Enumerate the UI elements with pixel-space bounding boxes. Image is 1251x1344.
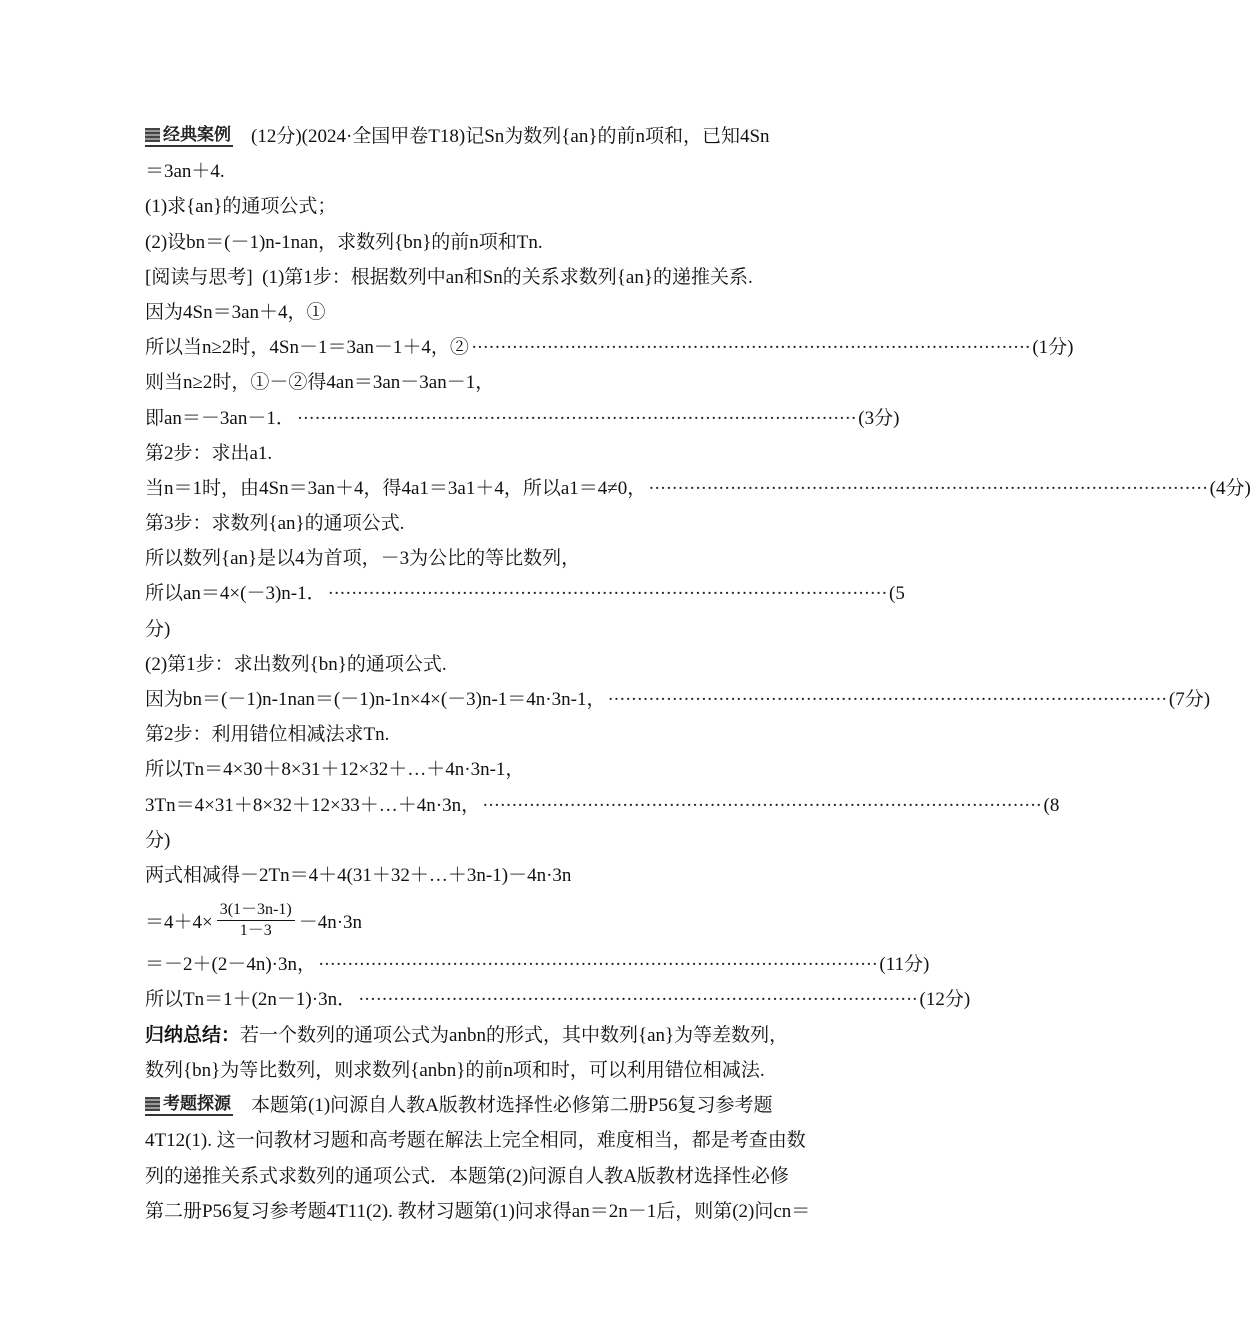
summary-line-2: 数列{bn}为等比数列，则求数列{anbn}的前n项和时，可以利用错位相减法. — [145, 1059, 765, 1081]
summary-line: 归纳总结：若一个数列的通项公式为anbn的形式，其中数列{an}为等差数列， — [145, 1024, 789, 1046]
leader-dots: ································································································ — [607, 689, 1167, 710]
summary-label: 归纳总结： — [145, 1024, 241, 1046]
score: (7分) — [1168, 689, 1211, 710]
step-line: 则当n≥2时，①－②得4an＝3an－3an－1， — [145, 372, 495, 394]
case-label: 经典案例 — [145, 125, 233, 147]
case-line-2: ＝3an＋4. — [145, 161, 225, 183]
step-line: 第2步：求出a1. — [145, 442, 273, 464]
leader-dots: ································································································ — [327, 583, 888, 605]
score: (12分) — [919, 989, 971, 1011]
score: (5 — [889, 583, 905, 605]
reading-line — [145, 260, 810, 295]
label-block-icon — [145, 1097, 160, 1111]
fraction — [217, 900, 295, 941]
leader-dots: ································································································ — [296, 407, 857, 429]
leader-dots: ································································································ — [470, 337, 1031, 359]
leader-dots: ································································································ — [358, 989, 918, 1011]
source-line: 考题探源 本题第(1)问源自人教A版教材选择性必修第二册P56复习参考题 — [145, 1088, 810, 1124]
case-header-line — [145, 119, 810, 154]
step-line: 因为4Sn＝3an＋4，① — [145, 301, 326, 323]
case-text: (12分)(2024·全国甲卷T18)记Sn为数列{an}的前n项和，已知4Sn — [251, 126, 770, 147]
score: (11分) — [879, 954, 930, 976]
step-line: 第2步：利用错位相减法求Tn. — [145, 724, 390, 746]
step-line: 两式相减得－2Tn＝4＋4(31＋32＋…＋3n-1)－4n·3n — [145, 864, 572, 886]
source-paragraph — [145, 1088, 810, 1230]
reading-label: [阅读与思考] — [145, 266, 253, 288]
step-line: 所以数列{an}是以4为首项，－3为公比的等比数列， — [145, 548, 581, 570]
score: (8 — [1043, 794, 1060, 816]
score: (3分) — [858, 407, 900, 429]
source-line: 列的递推关系式求数列的通项公式．本题第(2)问源自人教A版教材选择性必修 — [145, 1165, 789, 1187]
score: (4分) — [1209, 477, 1251, 499]
step-line-scored: 即an＝－3an－1． ································································································ (3分) — [145, 401, 810, 436]
step-line-scored: ＝－2＋(2－4n)·3n， ································································································ (11分) — [145, 947, 810, 982]
leader-dots: ································································································ — [482, 794, 1042, 816]
step-line: (2)第1步：求出数列{bn}的通项公式. — [145, 653, 447, 675]
fraction-line: ＝4＋4× $\frac{3(1-3n-1)}{1-3}$ －4n·3n — [145, 900, 363, 939]
step-line-scored: 所以当n≥2时，4Sn－1＝3an－1＋4，② ································································································ (1分) — [145, 330, 810, 365]
question-1: (1)求{an}的通项公式； — [145, 196, 337, 218]
label-block-icon — [145, 128, 160, 142]
source-label: 考题探源 — [145, 1094, 233, 1116]
leader-dots: ································································································ — [648, 477, 1208, 499]
step-line-scored: 所以Tn＝1＋(2n－1)·3n． ································································································ (12分) — [145, 982, 810, 1017]
step-line-scored: 3Tn＝4×31＋8×32＋12×33＋…＋4n·3n， ································································································ (8 — [145, 788, 810, 823]
leader-dots: ································································································ — [317, 954, 878, 976]
source-line: 第二册P56复习参考题4T11(2). 教材习题第(1)问求得an＝2n－1后，则第(2)问cn＝ — [145, 1201, 811, 1223]
score-wrap: 分) — [145, 618, 171, 640]
step-line: 所以Tn＝4×30＋8×31＋12×32＋…＋4n·3n-1， — [145, 759, 525, 781]
fraction-numerator: 3(1－3n-1) — [217, 900, 295, 921]
reading-text: (1)第1步：根据数列中an和Sn的关系求数列{an}的递推关系. — [262, 266, 753, 288]
source-line: 4T12(1). 这一问教材习题和高考题在解法上完全相同，难度相当，都是考查由数 — [145, 1130, 806, 1152]
content-column — [145, 119, 1251, 1230]
score-wrap: 分) — [145, 829, 171, 851]
question-2: (2)设bn＝(－1)n-1nan，求数列{bn}的前n项和Tn. — [145, 231, 543, 253]
score: (1分) — [1032, 337, 1074, 359]
step-line-scored: 当n＝1时，由4Sn＝3an＋4，得4a1＝3a1＋4，所以a1＝4≠0， ································································································ (4分) — [145, 471, 810, 506]
step-line: 第3步：求数列{an}的通项公式. — [145, 513, 405, 535]
fraction-denominator: 1－3 — [239, 921, 272, 939]
step-line-scored: 因为bn＝(－1)n-1nan＝(－1)n-1n×4×(－3)n-1＝4n·3n-1， ································································································ (7分) — [145, 682, 810, 717]
step-line-scored: 所以an＝4×(－3)n-1． ································································································ (5 — [145, 576, 810, 611]
